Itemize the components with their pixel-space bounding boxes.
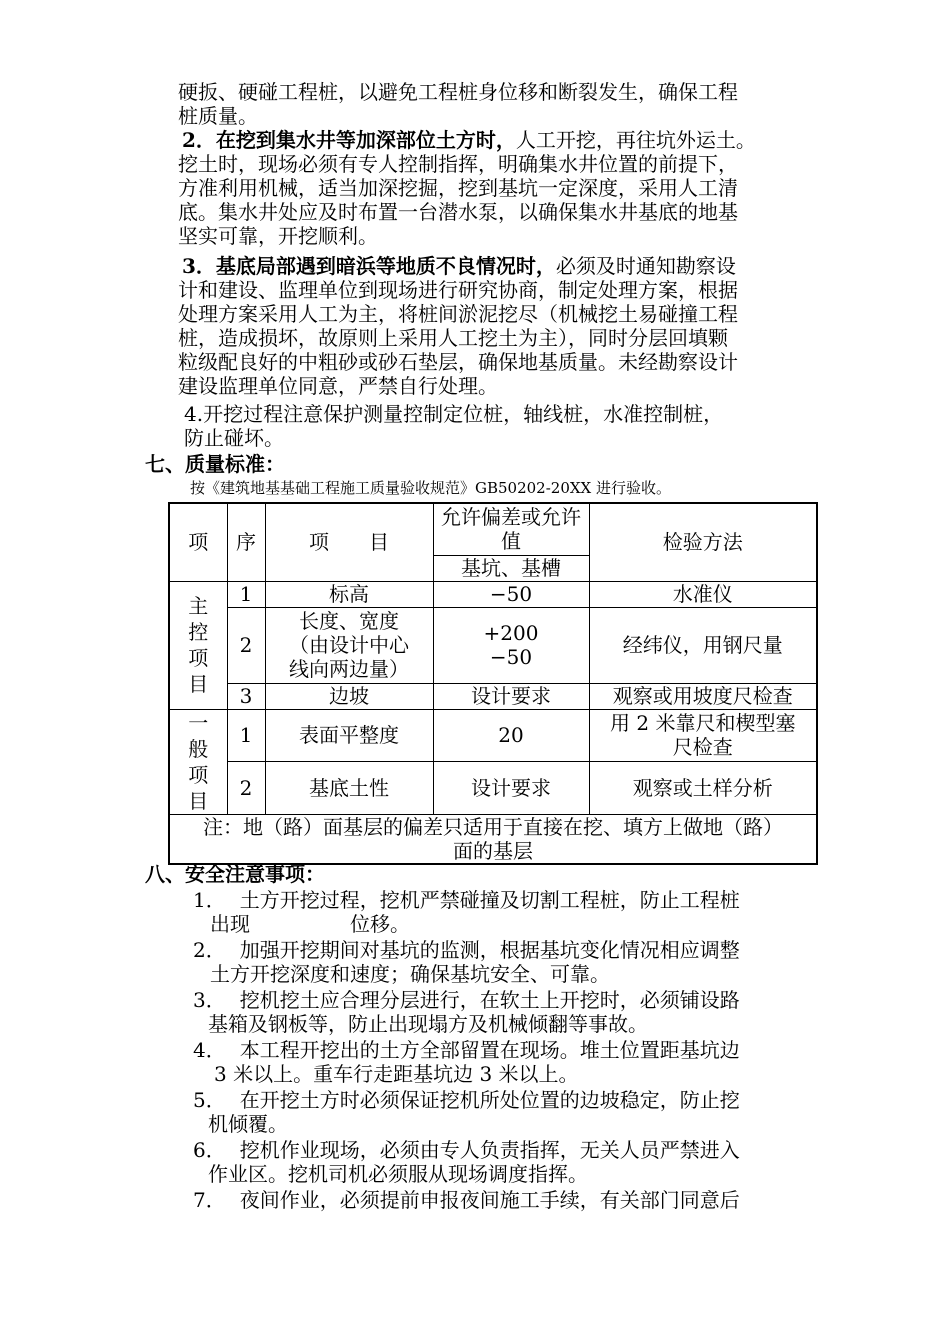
item3-line: 计和建设、监理单位到现场进行研究协商，制定处理方案，根据 <box>178 278 738 302</box>
row-value: +200 −50 <box>433 607 589 683</box>
safety-item-number: 7． <box>193 1188 226 1212</box>
item3-line: 处理方案采用人工为主，将桩间淤泥挖尽（机械挖土易碰撞工程 <box>178 302 738 326</box>
item4-line-2: 防止碰坏。 <box>184 426 284 450</box>
safety-item-number: 3． <box>193 988 226 1012</box>
row-seq: 2 <box>227 607 265 683</box>
safety-item-number: 6． <box>193 1138 226 1162</box>
safety-item-text: 夜间作业，必须提前申报夜间施工手续，有关部门同意后 <box>239 1188 740 1212</box>
item3-first-line <box>182 254 736 278</box>
safety-item-3-line-2: 基箱及钢板等，防止出现塌方及机械倾翻等事故。 <box>208 1012 648 1036</box>
section7-heading: 七、质量标准： <box>145 452 285 476</box>
row-seq: 3 <box>227 683 265 709</box>
table-row <box>169 607 817 683</box>
safety-item-1-line-2: 出现 位移。 <box>210 912 410 936</box>
row-method: 观察或用坡度尺检查 <box>589 683 817 709</box>
row-method: 用 2 米靠尺和楔型塞尺检查 <box>589 709 817 762</box>
safety-item-4-line-1 <box>193 1038 740 1062</box>
safety-item-number: 4． <box>193 1038 226 1062</box>
item3-line: 粒级配良好的中粗砂或砂石垫层，确保地基质量。未经勘察设计 <box>178 350 738 374</box>
row-name: 标高 <box>265 581 433 607</box>
row-name: 边坡 <box>265 683 433 709</box>
table-footnote-row <box>169 814 817 864</box>
safety-item-text: 土方开挖过程，挖机严禁碰撞及切割工程桩，防止工程桩 <box>239 888 740 912</box>
safety-item-2-line-2: 土方开挖深度和速度；确保基坑安全、可靠。 <box>210 962 610 986</box>
safety-item-7-line-1 <box>193 1188 740 1212</box>
section7-note: 按《建筑地基基础工程施工质量验收规范》GB50202-20XX 进行验收。 <box>190 479 672 497</box>
row-method: 观察或土样分析 <box>589 762 817 815</box>
safety-item-6-line-1 <box>193 1138 740 1162</box>
item3-bold-lead: 3．基底局部遇到暗浜等地质不良情况时， <box>182 254 556 278</box>
table-row <box>169 709 817 762</box>
header-subcategory: 基坑、基槽 <box>433 555 589 581</box>
safety-item-text: 挖机作业现场，必须由专人负责指挥，无关人员严禁进入 <box>239 1138 740 1162</box>
safety-item-text: 挖机挖土应合理分层进行，在软土上开挖时，必须铺设路 <box>239 988 740 1012</box>
table-row <box>169 683 817 709</box>
section8-heading: 八、安全注意事项： <box>145 862 325 886</box>
item2-line: 挖土时，现场必须有专人控制指挥，明确集水井位置的前提下， <box>178 152 738 176</box>
row-name: 表面平整度 <box>265 709 433 762</box>
row-method: 经纬仪，用钢尺量 <box>589 607 817 683</box>
row-value: 设计要求 <box>433 683 589 709</box>
row-value: −50 <box>433 581 589 607</box>
safety-item-text: 在开挖土方时必须保证挖机所处位置的边坡稳定，防止挖 <box>239 1088 740 1112</box>
row-seq: 2 <box>227 762 265 815</box>
table-row <box>169 581 817 607</box>
row-value: 设计要求 <box>433 762 589 815</box>
item3-rest: 必须及时通知勘察设 <box>555 254 736 278</box>
header-item: 项 <box>169 503 227 581</box>
safety-item-number: 1． <box>193 888 226 912</box>
header-method: 检验方法 <box>589 503 817 581</box>
safety-item-text: 加强开挖期间对基坑的监测，根据基坑变化情况相应调整 <box>239 938 740 962</box>
safety-item-1-line-1 <box>193 888 740 912</box>
row-method: 水准仪 <box>589 581 817 607</box>
row-name: 长度、宽度（由设计中心线向两边量） <box>265 607 433 683</box>
safety-item-number: 2． <box>193 938 226 962</box>
safety-item-4-line-2: 3 米以上。重车行走距基坑边 3 米以上。 <box>214 1062 579 1086</box>
table-header-row <box>169 503 817 555</box>
item2-line: 方准利用机械，适当加深挖掘，挖到基坑一定深度，采用人工清 <box>178 176 738 200</box>
header-name: 项 目 <box>265 503 433 581</box>
safety-item-2-line-1 <box>193 938 740 962</box>
item3-line: 桩，造成损坏，故原则上采用人工挖土为主），同时分层回填颗 <box>178 326 728 350</box>
header-tolerance: 允许偏差或允许值 <box>433 503 589 555</box>
intro-line-1: 硬扳、硬碰工程桩，以避免工程桩身位移和断裂发生，确保工程 <box>178 80 738 104</box>
item3-line: 建设监理单位同意，严禁自行处理。 <box>178 374 498 398</box>
row-name: 基底土性 <box>265 762 433 815</box>
item2-line: 底。集水井处应及时布置一台潜水泵，以确保集水井基底的地基 <box>178 200 738 224</box>
group-main-control: 主控项目 <box>169 581 227 709</box>
group-general: 一般项目 <box>169 709 227 814</box>
item2-rest: 人工开挖，再往坑外运土。 <box>515 128 756 152</box>
row-seq: 1 <box>227 581 265 607</box>
item2-bold-lead: 2．在挖到集水井等加深部位土方时， <box>182 128 516 152</box>
safety-item-5-line-1 <box>193 1088 740 1112</box>
quality-standard-table <box>168 502 818 865</box>
safety-item-text: 本工程开挖出的土方全部留置在现场。堆土位置距基坑边 <box>239 1038 740 1062</box>
safety-item-number: 5． <box>193 1088 226 1112</box>
row-seq: 1 <box>227 709 265 762</box>
safety-item-3-line-1 <box>193 988 740 1012</box>
item2-first-line <box>182 128 756 152</box>
header-seq: 序 <box>227 503 265 581</box>
table-row <box>169 762 817 815</box>
item4-line-1: 4.开挖过程注意保护测量控制定位桩，轴线桩，水准控制桩， <box>184 402 724 426</box>
item2-line: 坚实可靠，开挖顺利。 <box>178 224 378 248</box>
row-value: 20 <box>433 709 589 762</box>
table-footnote: 注：地（路）面基层的偏差只适用于直接在挖、填方上做地（路）面的基层 <box>169 814 817 864</box>
safety-item-6-line-2: 作业区。挖机司机必须服从现场调度指挥。 <box>208 1162 588 1186</box>
safety-item-5-line-2: 机倾覆。 <box>208 1112 288 1136</box>
intro-line-2: 桩质量。 <box>178 104 258 128</box>
